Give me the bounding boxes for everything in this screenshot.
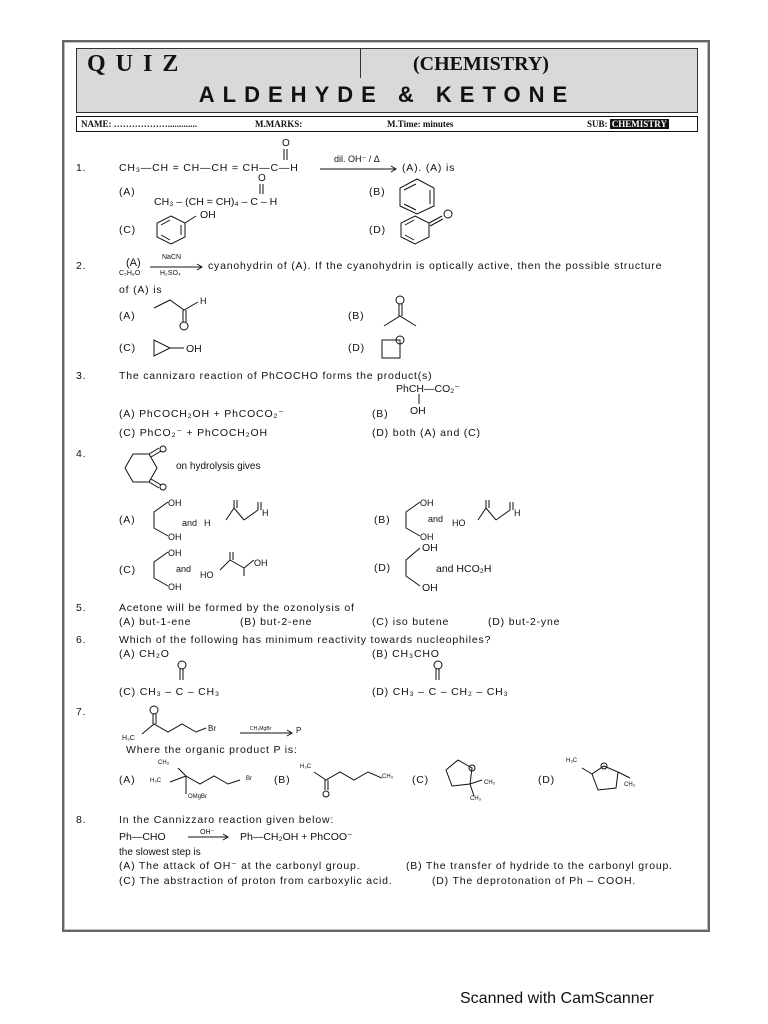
q1-option-a-text: CH₃ – (CH = CH)₄ – C – H: [154, 196, 278, 208]
q4-option-c-label: (C): [119, 564, 136, 576]
q3-option-d: (D) both (A) and (C): [372, 427, 481, 439]
q7-a-structure: [164, 762, 254, 806]
q7-a-h3c: H₃C: [150, 778, 162, 784]
q8-option-a: (A) The attack of OH⁻ at the carbonyl group.: [119, 860, 361, 872]
q2-stem-2: of (A) is: [119, 284, 163, 296]
q4-option-d-label: (D): [374, 562, 391, 574]
q4-c-oh-top: OH: [168, 548, 182, 558]
title-row: [76, 48, 698, 80]
q4-number: 4.: [76, 448, 87, 460]
q7-b-ch3: CH₃: [382, 774, 394, 780]
q1-product: (A). (A) is: [402, 162, 456, 174]
svg-text:O: O: [258, 173, 266, 184]
q6-option-b: (B) CH₃CHO: [372, 648, 440, 660]
q7-arrow: [240, 730, 296, 736]
q3-option-a: (A) PhCOCH₂OH + PhCOCO₂⁻: [119, 408, 285, 420]
q1-option-c-text: OH: [200, 209, 216, 221]
q2-option-c-label: (C): [119, 342, 136, 354]
q7-option-a-label: (A): [119, 774, 136, 786]
q7-b-h3c: H₃C: [300, 764, 312, 770]
q5-option-a: (A) but-1-ene: [119, 616, 192, 628]
q8-number: 8.: [76, 814, 87, 826]
q1-b-benzene-structure: [398, 178, 438, 214]
q6-option-a: (A) CH₂O: [119, 648, 170, 660]
time-label: M.Time: minutes: [387, 119, 454, 129]
q5-option-c: (C) iso butene: [372, 616, 450, 628]
q4-a-and: and: [182, 518, 198, 528]
sub-field: [587, 117, 669, 131]
info-row: [76, 116, 698, 132]
q3-option-b-top: PhCH—CO₂⁻: [396, 383, 460, 395]
q1-d-cyclohexadienone-structure: [398, 210, 458, 246]
svg-text:O: O: [282, 138, 290, 149]
q2-reagent-left: C₅H₈O: [119, 270, 141, 277]
q3-option-b-bottom: OH: [410, 405, 426, 417]
q1-option-d-label: (D): [369, 224, 386, 236]
q4-b-oh-top: OH: [420, 498, 434, 508]
q4-c-ho: HO: [200, 570, 214, 580]
q2-number: 2.: [76, 260, 87, 272]
subject-title: (CHEMISTRY): [413, 53, 549, 75]
q3-stem: The cannizaro reaction of PhCOCHO forms the product(s): [119, 370, 433, 382]
q1-reagent: dil. OH⁻ / Δ: [334, 154, 380, 164]
q7-h3c: H₃C: [122, 735, 135, 742]
q3-number: 3.: [76, 370, 87, 382]
q3-option-c: (C) PhCO₂⁻ + PhCOCH₂OH: [119, 427, 268, 439]
q1-number: 1.: [76, 162, 87, 174]
q2-option-a-label: (A): [119, 310, 136, 322]
topic-row: [76, 78, 698, 113]
q2-option-c-text: OH: [186, 343, 202, 355]
q4-c-and: and: [176, 564, 192, 574]
q1-arrow: [320, 166, 400, 172]
q7-br: Br: [208, 724, 216, 733]
q8-arrow: [188, 834, 232, 840]
q2-option-b-label: (B): [348, 310, 365, 322]
q2-a-h: H: [200, 296, 207, 306]
q8-option-c: (C) The abstraction of proton from carboxylic acid.: [119, 875, 393, 887]
q1-stem: CH₃—CH = CH—CH = CH—C—H: [119, 162, 299, 174]
q7-a-omgbr: OMgBr: [188, 794, 208, 800]
topic-title: ALDEHYDE & KETONE: [198, 82, 576, 107]
q5-option-b: (B) but-2-ene: [240, 616, 313, 628]
q2-reagent-top: NaCN: [162, 254, 182, 261]
q4-c-oh-bottom: OH: [168, 582, 182, 592]
q7-d-h3c: H₃C: [566, 758, 578, 764]
q7-number: 7.: [76, 706, 87, 718]
q4-a-h-left: H: [204, 518, 211, 528]
q6-stem: Which of the following has minimum reactivity towards nucleophiles?: [119, 634, 492, 646]
q8-eq-right: Ph—CH₂OH + PhCOO⁻: [240, 831, 353, 843]
q4-c-oh-right: OH: [254, 558, 268, 568]
q4-a-oh-bottom: OH: [168, 532, 182, 542]
q6-number: 6.: [76, 634, 87, 646]
q8-option-b: (B) The transfer of hydride to the carbonyl group.: [406, 860, 673, 872]
q4-d-oh-top: OH: [422, 542, 438, 554]
q8-eq-left: Ph—CHO: [119, 831, 166, 843]
q7-c-ch3-right: CH₃: [484, 780, 496, 786]
q6-option-d: (D) CH₃ – C – CH₂ – CH₃: [372, 686, 509, 698]
q7-d-thf-structure: [578, 758, 648, 806]
q5-number: 5.: [76, 602, 87, 614]
q4-b-h: H: [514, 508, 521, 518]
q8-stem: In the Cannizzaro reaction given below:: [119, 814, 335, 826]
q8-option-d: (D) The deprotonation of Ph – COOH.: [432, 875, 637, 887]
name-label: NAME: ……………….............: [81, 119, 197, 129]
q1-option-a-label: (A): [119, 186, 136, 198]
q4-b-and: and: [428, 514, 444, 524]
sub-label: SUB:: [587, 119, 608, 129]
q7-c-ch3-bottom: CH₃: [470, 796, 482, 802]
q4-dioxanedione-structure: [119, 446, 179, 490]
q2-option-d-label: (D): [348, 342, 365, 354]
q2-b-acetone-structure: [380, 296, 420, 332]
q7-a-ch3-top: CH₃: [158, 760, 170, 766]
q5-option-d: (D) but-2-yne: [488, 616, 561, 628]
q4-b-ho: HO: [452, 518, 466, 528]
q4-option-a-label: (A): [119, 514, 136, 526]
q7-a-br: Br: [246, 776, 252, 782]
q4-stem: on hydrolysis gives: [176, 461, 261, 472]
q7-stem: Where the organic product P is:: [126, 744, 298, 756]
q1-option-c-label: (C): [119, 224, 136, 236]
q7-option-d-label: (D): [538, 774, 555, 786]
scanner-watermark: Scanned with CamScanner: [460, 990, 654, 1007]
q2-reagent-bottom: H₂SO₄: [160, 270, 181, 277]
quiz-title: QUIZ: [77, 49, 361, 79]
q7-option-b-label: (B): [274, 774, 291, 786]
q3-option-b-label: (B): [372, 408, 389, 420]
q2-d-oxetane-structure: [380, 332, 410, 362]
q6-c-carbonyl: [174, 660, 190, 684]
q4-a-oh-top: OH: [168, 498, 182, 508]
q7-option-c-label: (C): [412, 774, 429, 786]
q7-d-ch3: CH₃: [624, 782, 636, 788]
sub-value: CHEMISTRY: [611, 119, 667, 129]
q4-option-b-label: (B): [374, 514, 391, 526]
quiz-sheet: [62, 40, 710, 932]
q2-stem: cyanohydrin of (A). If the cyanohydrin is optically active, then the possible structure: [208, 260, 663, 272]
q4-d-oh-bottom: OH: [422, 582, 438, 594]
q7-product: P: [296, 726, 302, 735]
q6-option-c: (C) CH₃ – C – CH₃: [119, 686, 220, 698]
q2-reactant: (A): [126, 257, 141, 269]
q4-b-oh-bottom: OH: [420, 532, 434, 542]
q5-stem: Acetone will be formed by the ozonolysis of: [119, 602, 355, 614]
q7-reagent: CH₃MgBr: [250, 726, 272, 732]
q7-b-structure: [310, 760, 400, 800]
q4-d-tail: and HCO₂H: [436, 563, 492, 575]
q1-a-carbonyl: [254, 172, 274, 196]
q1-option-b-label: (B): [369, 186, 386, 198]
q8-sub: the slowest step is: [119, 847, 201, 858]
q4-a-h-right: H: [262, 508, 269, 518]
marks-label: M.MARKS:: [255, 119, 303, 129]
q6-d-carbonyl: [430, 660, 446, 684]
q8-eq-reagent: OH⁻: [200, 829, 215, 836]
